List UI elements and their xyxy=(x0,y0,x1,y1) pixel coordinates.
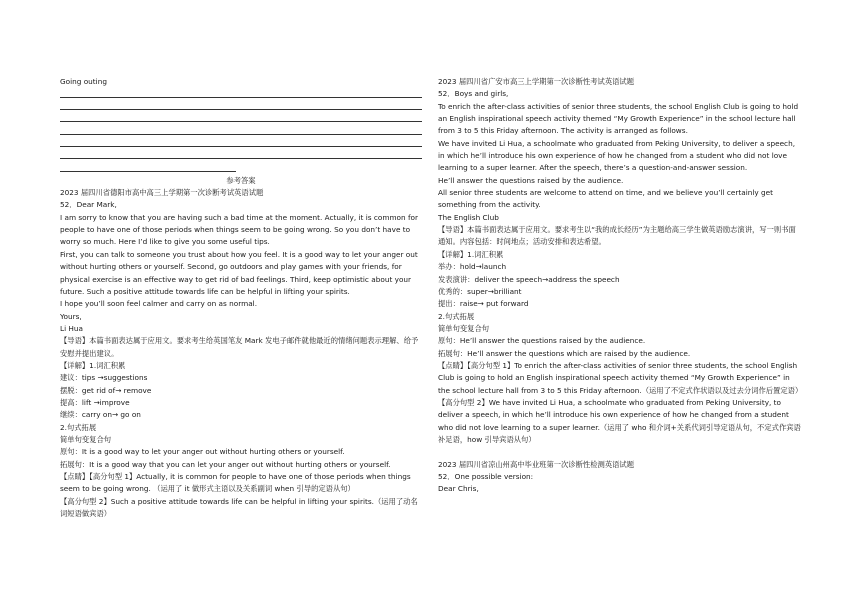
answer-line xyxy=(60,113,422,125)
subheading: 简单句变复合句 xyxy=(60,434,112,444)
answer-line xyxy=(60,138,422,150)
notice-paragraph: All senior three students are welcome to attend on time, and we believe you’ll certainly get something from the activity. xyxy=(438,188,774,210)
original-sentence: 原句：He’ll answer the questions raised by the audience. xyxy=(438,336,646,346)
notice-paragraph: He’ll answer the questions raised by the audience. xyxy=(438,175,624,185)
guide-note: 【导语】本篇书面表达属于应用文。要求考生以“我的成长经历”为主题给高三学生做英语励志演讲，写一则书面通知。内容包括：时间地点；活动安排和表达希望。 xyxy=(438,225,796,247)
vocab-item: 举办：hold→launch xyxy=(438,262,507,272)
question-number: 52．Boys and girls, xyxy=(438,89,509,99)
notice-signature: The English Club xyxy=(438,212,499,222)
original-sentence: 原句：It is a good way to let your anger out without hurting others or yourself. xyxy=(60,447,345,457)
detail-heading: 2.句式拓展 xyxy=(60,422,97,432)
answer-line xyxy=(60,162,422,174)
right-column xyxy=(438,76,802,496)
section-spacer xyxy=(438,446,802,458)
answer-line xyxy=(60,101,422,113)
writing-heading: Going outing xyxy=(60,77,107,86)
answer-key-title: 参考答案 xyxy=(226,175,256,185)
exam-title: 2023 届四川省凉山州高中毕业班第一次诊断性检测英语试题 xyxy=(438,459,635,469)
exam-title: 2023 届四川省德阳市高中高三上学期第一次诊断考试英语试题 xyxy=(60,188,264,198)
vocab-item: 发表演讲：deliver the speech→address the speech xyxy=(438,274,620,284)
highlight-sentence: 【高分句型 2】Such a positive attitude towards life can be helpful in lifting your spirits.（运用了动名词短语做宾语） xyxy=(60,496,418,519)
detail-heading: 【详解】1.词汇积累 xyxy=(60,360,126,370)
letter-paragraph: I hope you’ll soon feel calmer and carry on as normal. xyxy=(60,299,258,309)
letter-paragraph: First, you can talk to someone you trust about how you feel. It is a good way to let your anger out without hurting others or yourself. Second, go outdoors and play games with your friends, for physical exercise is an effective way to get rid of bad feelings. Third, keep optimistic about your future. Such a positive attitude towards life can be helpful in lifting your spirits. xyxy=(60,249,418,296)
answer-line xyxy=(60,88,422,100)
expanded-sentence: 拓展句：It is a good way that you can let your anger out without hurting others or yourself. xyxy=(60,459,391,469)
letter-signature: Li Hua xyxy=(60,323,83,333)
vocab-item: 提高：lift →improve xyxy=(60,397,130,407)
question-number: 52．One possible version: xyxy=(438,472,534,481)
answer-line xyxy=(60,125,422,137)
letter-closing: Yours, xyxy=(60,311,82,321)
guide-note: 【导语】本篇书面表达属于应用文。要求考生给英国笔友 Mark 发电子邮件就他最近的情绪问题表示理解、给予安慰并提出建议。 xyxy=(60,336,419,358)
detail-heading: 2.句式拓展 xyxy=(438,311,475,321)
letter-greeting: Dear Chris, xyxy=(438,484,479,494)
subheading: 简单句变复合句 xyxy=(438,323,490,333)
vocab-item: 建议：tips →suggestions xyxy=(60,373,148,383)
highlight-sentence: 【点睛】【高分句型 1】Actually, it is common for people to have one of those periods when things seem to be going wrong. （运用了 it 做形式主语以及关系副词 when 引导的定语从句） xyxy=(60,472,411,494)
detail-heading: 【详解】1.词汇积累 xyxy=(438,249,504,259)
question-number: 52．Dear Mark, xyxy=(60,200,117,210)
highlight-sentence: 【高分句型 2】We have invited Li Hua, a schoolmate who graduated from Peking University, to deliver a speech, in which he’ll introduce his own experience of how he changed from a student who did not love learning to a super learner.（运用了 who 和介词+关系代词引导定语从句，不定式作宾语补足语，how 引导宾语从句） xyxy=(438,397,801,444)
vocab-item: 继续：carry on→ go on xyxy=(60,410,141,420)
answer-line xyxy=(60,150,422,162)
vocab-item: 优秀的：super→brilliant xyxy=(438,286,522,296)
highlight-sentence: 【点睛】【高分句型 1】To enrich the after-class activities of senior three students, the school English Club is going to hold an English inspirational speech activity themed “My Growth Experience” in the school lecture hall from 3 to 5 this Friday afternoon.（运用了不定式作状语以及过去分词作后置定语） xyxy=(438,360,803,395)
expanded-sentence: 拓展句：He’ll answer the questions which are raised by the audience. xyxy=(438,348,691,358)
vocab-item: 提出：raise→ put forward xyxy=(438,299,529,309)
vocab-item: 摆脱：get rid of→ remove xyxy=(60,385,152,395)
notice-paragraph: We have invited Li Hua, a schoolmate who graduated from Peking University, to deliver a speech, in which he’ll introduce his own experience of how he changed from a student who did not love learning to a super learner. After the speech, there’s a question-and-answer session. xyxy=(438,138,796,173)
left-column xyxy=(60,76,422,520)
exam-title: 2023 届四川省广安市高三上学期第一次诊断性考试英语试题 xyxy=(438,77,635,86)
notice-paragraph: To enrich the after-class activities of senior three students, the school English Club is going to hold an English inspirational speech activity themed “My Growth Experience” in the school lecture hall from 3 to 5 this Friday afternoon. The activity is arranged as follows. xyxy=(438,101,799,136)
letter-paragraph: I am sorry to know that you are having such a bad time at the moment. Actually, it is common for people to have one of those periods when things seem to be going wrong. So you don’t have to worry so much. Here I’d like to give you some useful tips. xyxy=(60,212,419,247)
